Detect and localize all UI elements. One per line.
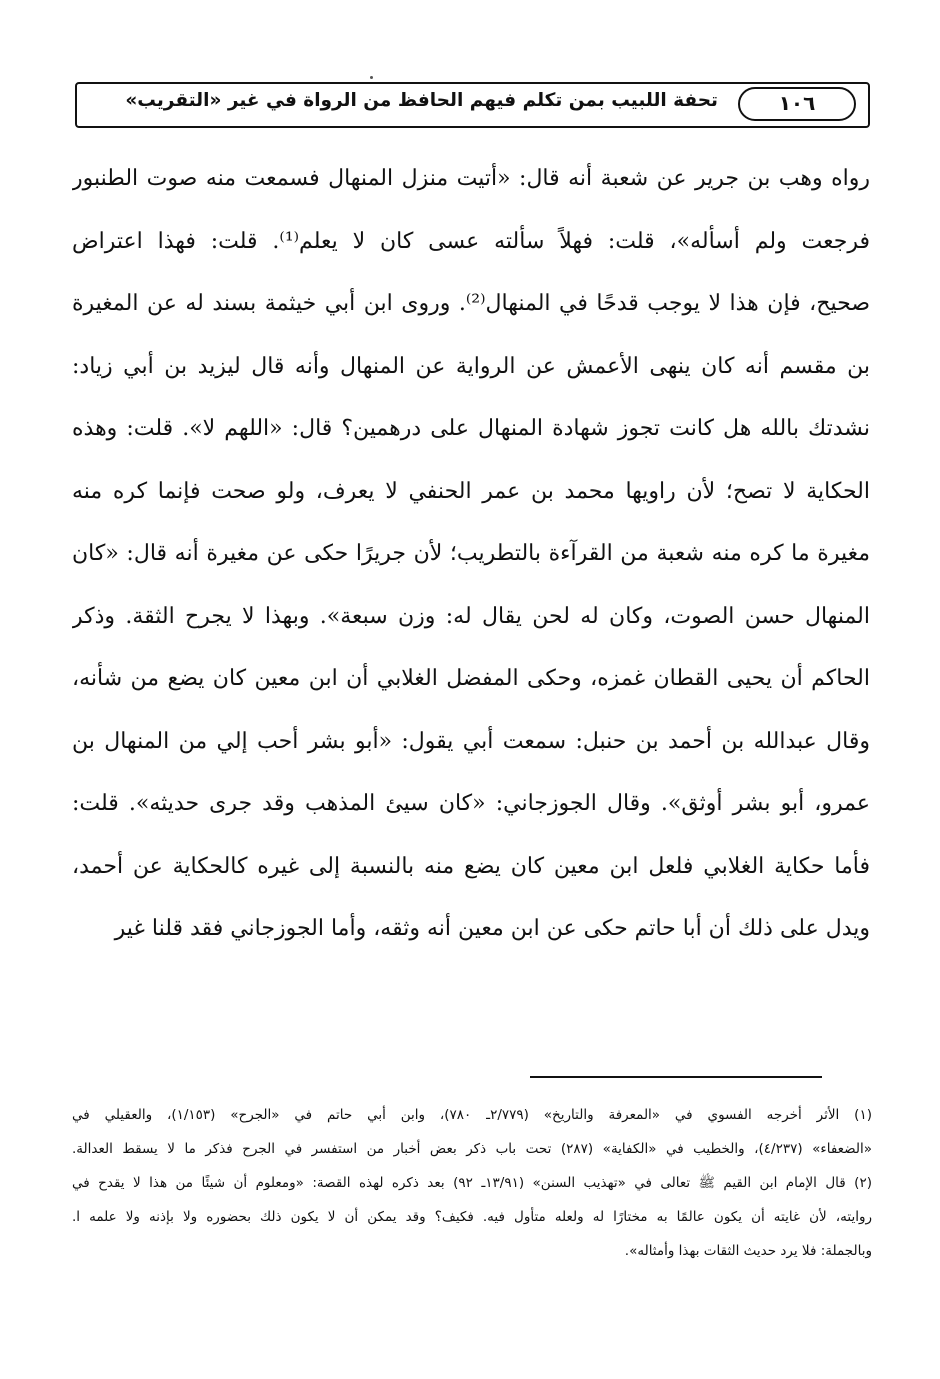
footnote-separator [530,1076,822,1078]
main-text [72,148,870,961]
text-line: بن مقسم أنه كان ينهى الأعمش عن الرواية عن المنهال وأنه قال ليزيد بن أبي زياد: [72,353,870,379]
text-line: الحاكم أن يحيى القطان غمزه، وحكى المفضل الغلابي أن ابن معين كان يضع من شأنه، [72,666,870,691]
text-line: المنهال حسن الصوت، وكان له لحن يقال له: وزن سبعة». وبهذا لا يجرح الثقة. وذكر [72,603,870,629]
text-line: فأما حكاية الغلابي فلعل ابن معين كان يضع منه بالنسبة إلى غيره كالحكاية عن أحمد، [72,853,870,879]
text-line: عمرو، أبو بشر أوثق». وقال الجوزجاني: «كان سيئ المذهب وقد جرى حديثه». قلت: [72,791,870,816]
text-line: صحيح، فإن هذا لا يوجب قدحًا في المنهال⁽²⁾. وروى ابن أبي خيثمة بسند له عن المغيرة [72,291,870,316]
footnote-line: وبالجملة: فلا يرد حديث الثقات بهذا وأمثاله». [624,1243,872,1259]
text-line: نشدتك بالله هل كانت تجوز شهادة المنهال على درهمين؟ قال: «اللهم لا». قلت: وهذه [72,416,870,441]
footnote-line: «الضعفاء» (٤/٢٣٧)، والخطيب في «الكفاية» (٢٨٧) تحت باب ذكر بعض أخبار من استفسر في الجرح فذكر ما لا يسقط العدالة. [72,1141,872,1157]
text-line: مغيرة ما كره منه شعبة من القرآءة بالتطريب؛ لأن جريرًا حكى عن مغيرة أنه قال: «كان [72,541,870,566]
header-title: تحفة اللبيب بمن تكلم فيهم الحافظ من الرواة في غير «التقريب» [125,90,718,111]
running-header [75,82,870,128]
footnote-line: (١) الأثر أخرجه الفسوي في «المعرفة والتاريخ» (٢/٧٧٩ـ ٧٨٠)، وابن أبي حاتم في «الجرح» (١/١٥٣)، والعقيلي في [72,1107,872,1123]
footnote-line: روايته، لأن غايته أن يكون عالمًا به مختارًا له ولعله متأول فيه. فكيف؟ وقد يمكن أن لا يكون ذلك بحضوره ولا بإذنه ولا علمه ا. [72,1209,872,1225]
text-line: وقال عبدالله بن أحمد بن حنبل: سمعت أبي يقول: «أبو بشر أحب إلي من المنهال بن [72,728,870,754]
text-line: ويدل على ذلك أن أبا حاتم حكى عن ابن معين أنه وثقه، وأما الجوزجاني فقد قلنا غير [114,916,870,941]
footnote-line: (٢) قال الإمام ابن القيم ﷺ تعالى في «تهذيب السنن» (١٣/٩١ـ ٩٢) بعد ذكره لهذه القصة: «ومعلوم أن شيئًا من هذا لا يقدح في [72,1175,872,1191]
page-number: ١٠٦ [738,87,856,121]
footnotes [72,1098,872,1268]
text-line: رواه وهب بن جرير عن شعبة أنه قال: «أتيت منزل المنهال فسمعت منه صوت الطنبور [72,166,870,191]
text-line: الحكاية لا تصح؛ لأن راويها محمد بن عمر الحنفي لا يعرف، ولو صحت فإنما كره منه [72,478,870,504]
text-line: فرجعت ولم أسأله»، قلت: فهلاً سألته عسى كان لا يعلم⁽¹⁾. قلت: فهذا اعتراض [72,228,870,254]
scan-speck [370,76,373,79]
